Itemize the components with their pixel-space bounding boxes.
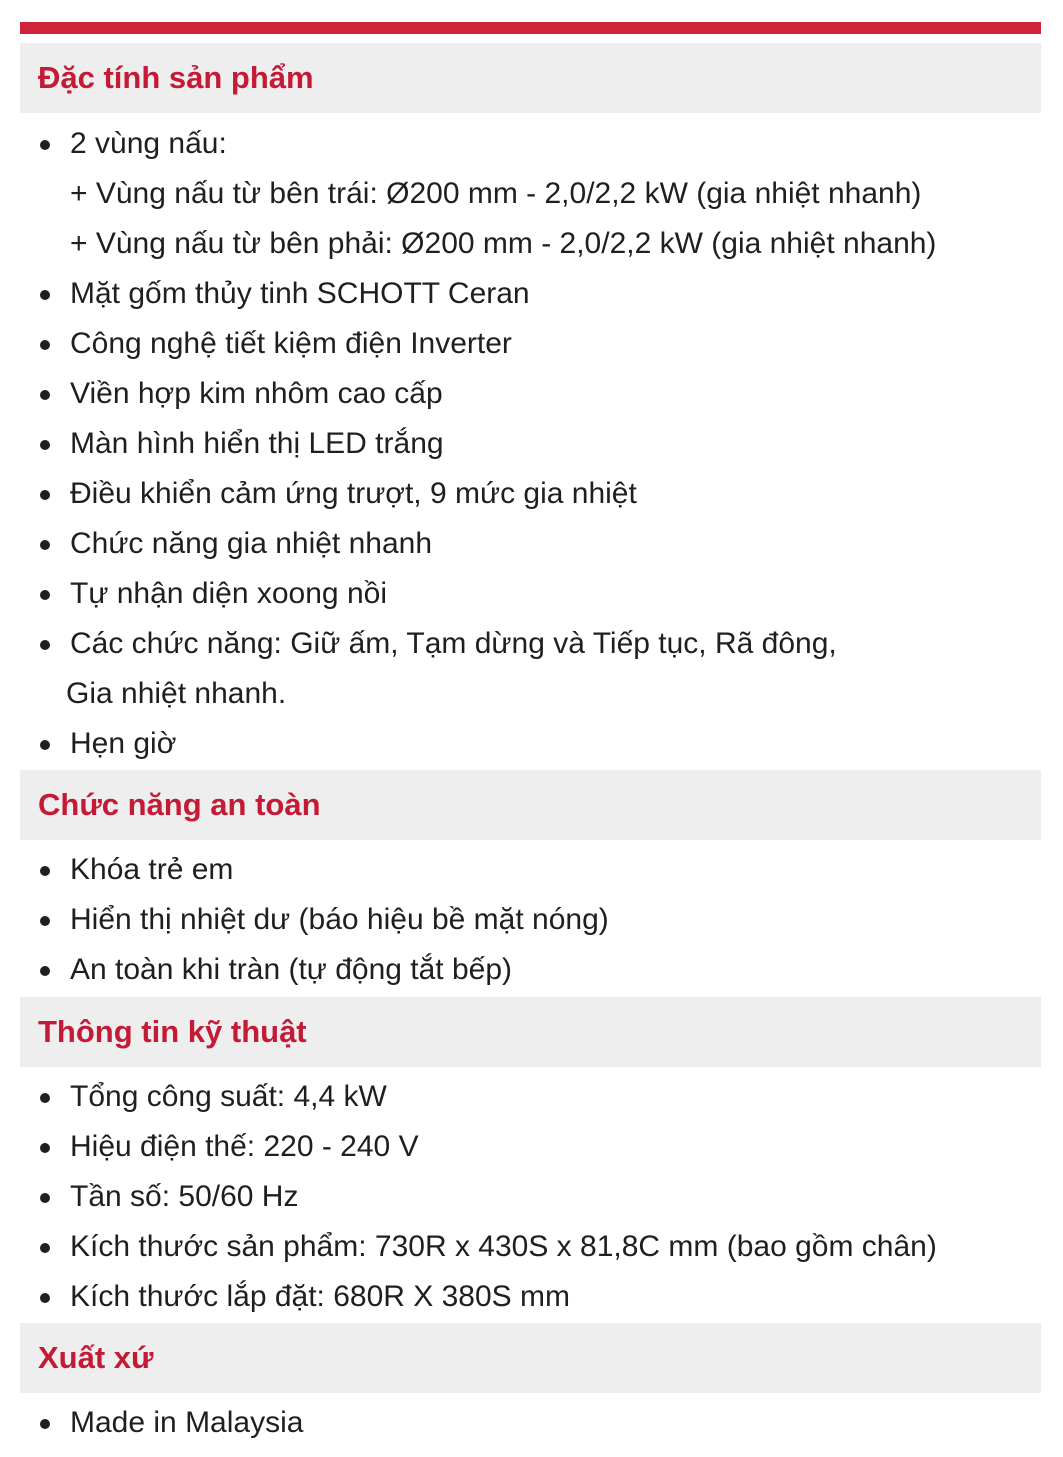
item-text: Kích thước lắp đặt: 680R X 380S mm — [70, 1280, 570, 1313]
feature-list — [20, 113, 1041, 769]
item-text: Chức năng gia nhiệt nhanh — [70, 527, 433, 560]
bullet-icon — [40, 1419, 50, 1429]
list-item — [20, 1272, 1041, 1322]
list-item — [20, 419, 1041, 469]
item-text: Công nghệ tiết kiệm điện Inverter — [70, 327, 512, 360]
section-origin — [20, 1323, 1041, 1448]
item-continuation: Gia nhiệt nhanh. — [66, 677, 287, 710]
bullet-icon — [40, 1193, 50, 1203]
section-technical-info — [20, 997, 1041, 1322]
item-text: Hiển thị nhiệt dư (báo hiệu bề mặt nóng) — [70, 903, 609, 936]
bullet-icon — [40, 966, 50, 976]
item-text: 2 vùng nấu: — [70, 127, 227, 160]
list-item — [20, 895, 1041, 945]
list-item — [20, 319, 1041, 369]
list-item — [20, 619, 1041, 719]
bullet-icon — [40, 1093, 50, 1103]
top-accent-bar — [20, 22, 1041, 34]
item-text: Tần số: 50/60 Hz — [70, 1180, 299, 1213]
list-item — [20, 1172, 1041, 1222]
bullet-icon — [40, 866, 50, 876]
item-text: Màn hình hiển thị LED trắng — [70, 427, 444, 460]
item-text: Tự nhận diện xoong nồi — [70, 577, 387, 610]
list-item — [20, 1222, 1041, 1272]
item-text: Tổng công suất: 4,4 kW — [70, 1080, 387, 1113]
bullet-icon — [40, 540, 50, 550]
list-item — [20, 845, 1041, 895]
list-item — [20, 719, 1041, 769]
list-item — [20, 369, 1041, 419]
bullet-icon — [40, 340, 50, 350]
bullet-icon — [40, 590, 50, 600]
section-title: Xuất xứ — [20, 1323, 1041, 1393]
section-title: Chức năng an toàn — [20, 770, 1041, 840]
item-text: Viền hợp kim nhôm cao cấp — [70, 377, 443, 410]
item-text: An toàn khi tràn (tự động tắt bếp) — [70, 953, 513, 986]
item-text: Kích thước sản phẩm: 730R x 430S x 81,8C mm (bao gồm chân) — [70, 1230, 937, 1263]
item-text: Made in Malaysia — [70, 1406, 304, 1439]
bullet-icon — [40, 1293, 50, 1303]
section-title: Đặc tính sản phẩm — [20, 43, 1041, 113]
list-item — [20, 1122, 1041, 1172]
bullet-icon — [40, 390, 50, 400]
item-text: Hẹn giờ — [70, 727, 177, 760]
item-text: Hiệu điện thế: 220 - 240 V — [70, 1130, 419, 1163]
bullet-icon — [40, 290, 50, 300]
list-item — [20, 569, 1041, 619]
bullet-icon — [40, 1143, 50, 1153]
list-item — [20, 1072, 1041, 1122]
bullet-icon — [40, 490, 50, 500]
bullet-icon — [40, 140, 50, 150]
origin-list — [20, 1393, 1041, 1448]
item-text: Điều khiển cảm ứng trượt, 9 mức gia nhiệt — [70, 477, 637, 510]
list-item — [20, 519, 1041, 569]
bullet-icon — [40, 440, 50, 450]
safety-list — [20, 840, 1041, 995]
item-subline: + Vùng nấu từ bên trái: Ø200 mm - 2,0/2,2 kW (gia nhiệt nhanh) — [70, 177, 922, 210]
bullet-icon — [40, 916, 50, 926]
list-item — [20, 1398, 1041, 1448]
list-item — [20, 119, 1041, 269]
section-product-features — [20, 43, 1041, 769]
item-text: Các chức năng: Giữ ấm, Tạm dừng và Tiếp tục, Rã đông, — [70, 627, 837, 660]
section-title: Thông tin kỹ thuật — [20, 997, 1041, 1067]
section-safety-functions — [20, 770, 1041, 995]
bullet-icon — [40, 1243, 50, 1253]
list-item — [20, 945, 1041, 995]
bullet-icon — [40, 740, 50, 750]
list-item — [20, 269, 1041, 319]
item-subline: + Vùng nấu từ bên phải: Ø200 mm - 2,0/2,2 kW (gia nhiệt nhanh) — [70, 227, 937, 260]
item-text: Mặt gốm thủy tinh SCHOTT Ceran — [70, 277, 530, 310]
list-item — [20, 469, 1041, 519]
technical-list — [20, 1067, 1041, 1322]
item-text: Khóa trẻ em — [70, 853, 234, 886]
bullet-icon — [40, 640, 50, 650]
